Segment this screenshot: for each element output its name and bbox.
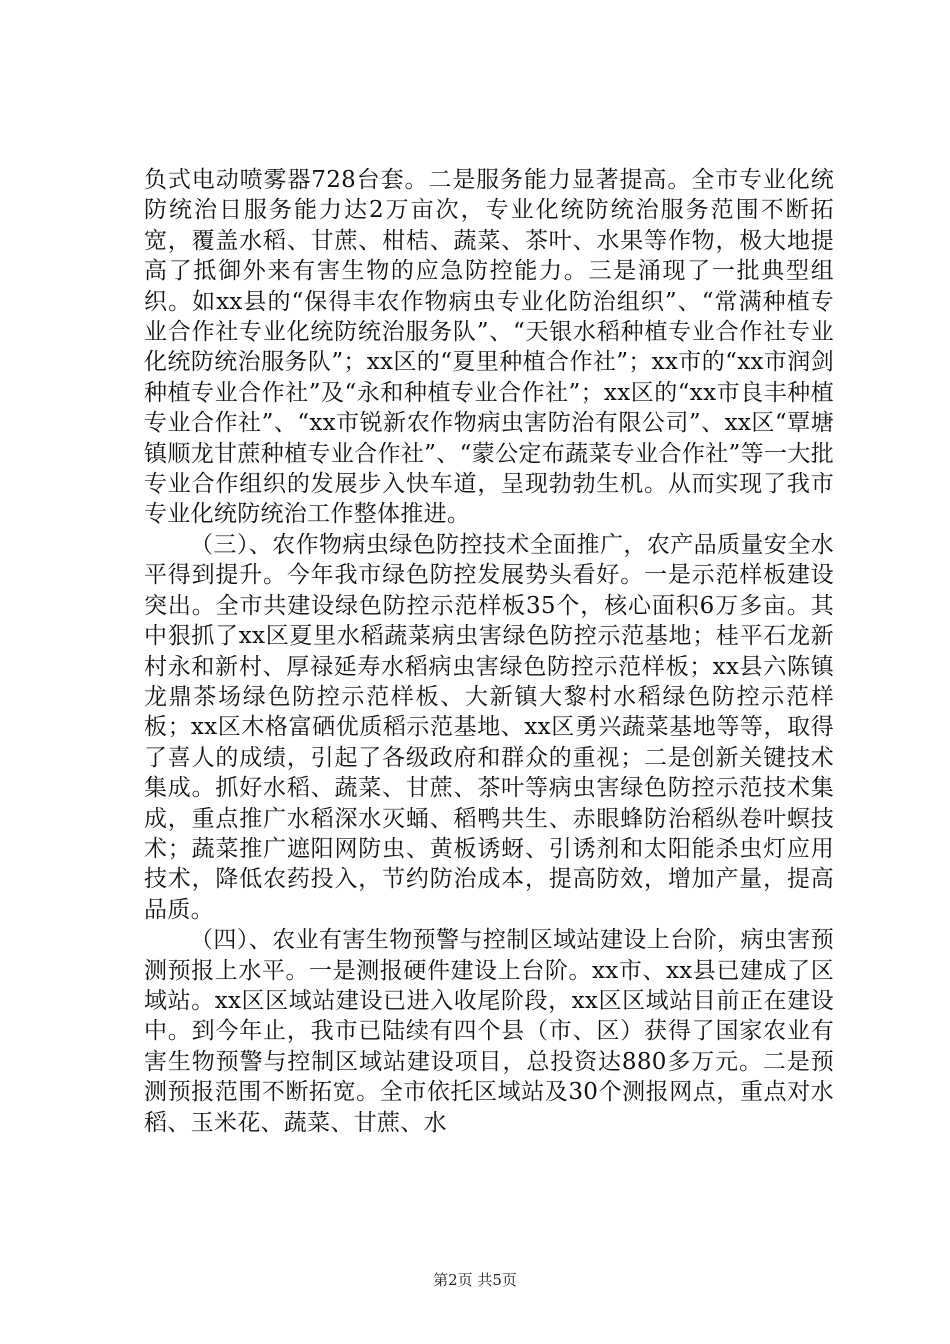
paragraph-section-three: （三）、农作物病虫绿色防控技术全面推广，农产品质量安全水平得到提升。今年我市绿色防控发展势头看好。一是示范样板建设突出。全市共建设绿色防控示范样板35个，核心面积6万多亩。其中狠抓了xx区夏里水稻蔬菜病虫害绿色防控示范基地；桂平石龙新村永和新村、厚禄延寿水稻病虫害绿色防控示范样板；xx县六陈镇龙鼎茶场绿色防控示范样板、大新镇大黎村水稻绿色防控示范样板；xx区木格富硒优质稻示范基地、xx区勇兴蔬菜基地等等，取得了喜人的成绩，引起了各级政府和群众的重视；二是创新关键技术集成。抓好水稻、蔬菜、甘蔗、茶叶等病虫害绿色防控示范技术集成，重点推广水稻深水灭蛹、稻鸭共生、赤眼蜂防治稻纵卷叶螟技术；蔬菜推广遮阳网防虫、黄板诱蚜、引诱剂和太阳能杀虫灯应用技术，降低农药投入，节约防治成本，提高防效，增加产量，提高品质。 — [144, 531, 834, 923]
paragraph-section-four: （四）、农业有害生物预警与控制区域站建设上台阶，病虫害预测预报上水平。一是测报硬件建设上台阶。xx市、xx县已建成了区域站。xx区区域站建设已进入收尾阶段，xx区区域站目前正在建设中。到今年止，我市已陆续有四个县（市、区）获得了国家农业有害生物预警与控制区域站建设项目，总投资达880多万元。二是预测预报范围不断拓宽。全市依托区域站及30个测报网点，重点对水稻、玉米花、蔬菜、甘蔗、水 — [144, 927, 834, 1136]
document-body — [144, 165, 834, 1138]
page-number-footer: 第2页 共5页 — [433, 1271, 517, 1289]
paragraph-continuation: 负式电动喷雾器728台套。二是服务能力显著提高。全市专业化统防统治日服务能力达2万亩次，专业化统防统治服务范围不断拓宽，覆盖水稻、甘蔗、柑桔、蔬菜、茶叶、水果等作物，极大地提高了抵御外来有害生物的应急防控能力。三是涌现了一批典型组织。如xx县的“保得丰农作物病虫专业化防治组织”、“常满种植专业合作社专业化统防统治服务队”、“天银水稻种植专业合作社专业化统防统治服务队”；xx区的“夏里种植合作社”；xx市的“xx市润剑种植专业合作社”及“永和种植专业合作社”；xx区的“xx市良丰种植专业合作社”、“xx市锐新农作物病虫害防治有限公司”、xx区“覃塘镇顺龙甘蔗种植专业合作社”、“蒙公定布蔬菜专业合作社”等一大批专业合作组织的发展步入快车道，呈现勃勃生机。从而实现了我市专业化统防统治工作整体推进。 — [144, 167, 834, 528]
